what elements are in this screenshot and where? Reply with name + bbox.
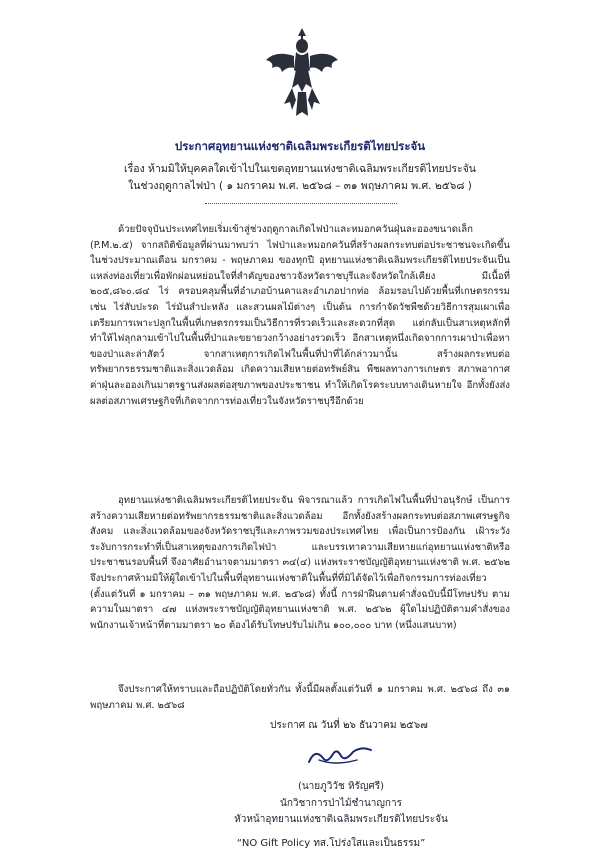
no-gift-policy-slogan: “NO Gift Policy ทส.โปร่งใสและเป็นธรรม” — [236, 838, 426, 849]
announcement-title: ประกาศอุทยานแห่งชาติเฉลิมพระเกียรติไทยประจัน — [174, 139, 426, 153]
signer-position-1: นักวิชาการป่าไม้ชำนาญการ — [280, 798, 402, 809]
body-paragraph-2: อุทยานแห่งชาติเฉลิมพระเกียรติไทยประจัน พิจารณาแล้ว การเกิดไฟในพื้นที่ป่าอนุรักษ์ เป็นการสร้างความเสียหายต่อทรัพยากรธรรมชาติและสิ่งแวดล้อม อีกทั้งยังสร้างผลกระทบต่อสภาพเศรษฐกิจ สังคม และสิ่งแวดล้อมของจังหวัดราชบุรีและภาพรวมของประเทศไทย เพื่อเป็นการป้องกัน เฝ้าระวัง ระงับการกระทำที่เป็นสาเหตุของการเกิดไฟป่า และบรรเทาความเสียหายแก่อุทยานแห่งชาติหรือประชาชนรอบพื้นที่ จึงอาศัยอำนาจตามมาตรา ๓๔(๔) แห่งพระราชบัญญัติอุทยานแห่งชาติ พ.ศ. ๒๕๖๒ จึงประกาศห้ามมิให้ผู้ใดเข้าไปในพื้นที่อุทยานแห่งชาติในพื้นที่ที่มิได้จัดไว้เพื่อกิจกรรมการท่องเที่ยว (ตั้งแต่วันที่ ๑ มกราคม – ๓๑ พฤษภาคม พ.ศ. ๒๕๖๘) ทั้งนี้ การฝ่าฝืนตามคำสั่งฉบับนี้มีโทษปรับ ตามความในมาตรา ๔๗ แห่งพระราชบัญญัติอุทยานแห่งชาติ พ.ศ. ๒๕๖๒ ผู้ใดไม่ปฏิบัติตามคำสั่งของพนักงานเจ้าหน้าที่ตามมาตรา ๒๐ ต้องได้รับโทษปรับไม่เกิน ๑๐๐,๐๐๐ บาท (หนึ่งแสนบาท) — [90, 495, 510, 631]
handwritten-signature — [305, 742, 375, 770]
body-paragraph-3: จึงประกาศให้ทราบและถือปฏิบัติโดยทั่วกัน ทั้งนี้มีผลตั้งแต่วันที่ ๑ มกราคม พ.ศ. ๒๕๖๘ ถึง ๓๑ พฤษภาคม พ.ศ. ๒๕๖๘ — [90, 684, 510, 711]
announcement-date: ประกาศ ณ วันที่ ๒๖ ธันวาคม ๒๕๖๗ — [270, 720, 428, 731]
signer-name: (นายภูวิวัช หิรัญศรี) — [297, 781, 385, 792]
subject-line-2: ในช่วงฤดูกาลไฟป่า ( ๑ มกราคม พ.ศ. ๒๕๖๘ – ๓๑ พฤษภาคม พ.ศ. ๒๕๖๘ ) — [128, 180, 472, 192]
body-paragraph-1: ด้วยปัจจุบันประเทศไทยเริ่มเข้าสู่ช่วงฤดูกาลเกิดไฟป่าและหมอกควันฝุ่นละอองขนาดเล็ก (P.M.๒.๕) จากสถิติข้อมูลที่ผ่านมาพบว่า ไฟป่าและหมอกควันที่สร้างผลกระทบต่อประชาชนจะเกิดขึ้นในช่วงประมาณเดือน มกราคม - พฤษภาคม ของทุกปี อุทยานแห่งชาติเฉลิมพระเกียรติไทยประจันเป็นแหล่งท่องเที่ยวเพื่อพักผ่อนหย่อนใจที่สำคัญของชาวจังหวัดราชบุรีและจังหวัดใกล้เคียง มีเนื้อที่ ๒๐๕,๘๖๐.๘๔ ไร่ ครอบคลุมพื้นที่อำเภอบ้านคาและอำเภอปากท่อ ล้อมรอบไปด้วยพื้นที่เกษตรกรรม เช่น ไร่สับปะรด ไร่มันสำปะหลัง และสวนผลไม้ต่างๆ เป็นต้น การกำจัดวัชพืชด้วยวิธีการสุมเผาเพื่อเตรียมการเพาะปลูกในพื้นที่เกษตรกรรมเป็นวิธีการที่รวดเร็วและสะดวกที่สุด แต่กลับเป็นสาเหตุหลักที่ทำให้ไฟลุกลามเข้าไปในพื้นที่ป่าและขยายวงกว้างอย่างรวดเร็ว อีกสาเหตุหนึ่งเกิดจากการเผาป่าเพื่อหาของป่าและล่าสัตว์ จากสาเหตุการเกิดไฟในพื้นที่ป่าที่ได้กล่าวมานั้น สร้างผลกระทบต่อทรัพยากรธรรมชาติและสิ่งแวดล้อม เกิดความเสียหายต่อทรัพย์สิน พืชผลทางการเกษตร สภาพอากาศ ค่าฝุ่นละอองเกินมาตรฐานส่งผลต่อสุขภาพของประชาชน ทำให้เกิดโรคระบบทางเดินหายใจ อีกทั้งยังส่งผลต่อสภาพเศรษฐกิจที่เกิดจากการท่องเที่ยวในจังหวัดราชบุรีอีกด้วย — [90, 224, 510, 407]
dotted-divider — [205, 203, 397, 204]
signer-position-2: หัวหน้าอุทยานแห่งชาติเฉลิมพระเกียรติไทยประจัน — [234, 814, 448, 825]
garuda-emblem-icon — [262, 26, 342, 122]
subject-line-1: เรื่อง ห้ามมิให้บุคคลใดเข้าไปในเขตอุทยานแห่งชาติเฉลิมพระเกียรติไทยประจัน — [124, 163, 476, 175]
